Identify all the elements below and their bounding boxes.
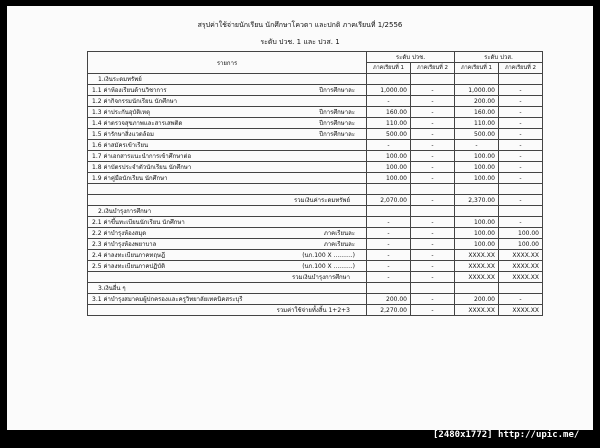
document-subtitle: ระดับ ปวช. 1 และ ปวส. 1: [260, 38, 340, 46]
cell-value: 110.00: [455, 118, 499, 129]
cell-value: [499, 283, 543, 294]
cell-value: 200.00: [367, 294, 411, 305]
cell-value: 100.00: [499, 239, 543, 250]
item-label: 3.1 ค่าบำรุงสมาคมผู้ปกครองและครูวิทยาลัยเทคนิคสระบุรี: [92, 296, 243, 303]
header-group-pvch: ระดับ ปวช.: [367, 52, 455, 63]
cell-value: 100.00: [367, 173, 411, 184]
cell-value: -: [499, 129, 543, 140]
table-row: [88, 261, 543, 272]
item-cell: [88, 261, 367, 272]
cell-value: -: [411, 195, 455, 206]
cell-value: [367, 74, 411, 85]
cell-value: [455, 206, 499, 217]
cell-value: -: [411, 239, 455, 250]
cell-value: 100.00: [367, 151, 411, 162]
cell-value: -: [367, 228, 411, 239]
item-cell: [88, 107, 367, 118]
item-cell: [88, 96, 367, 107]
item-label: 1.9 ค่าคู่มือนักเรียน นักศึกษา: [92, 175, 168, 182]
item-label: 3.เงินอื่น ๆ: [98, 285, 126, 292]
item-note: ภาคเรียนละ: [323, 230, 355, 237]
cell-value: -: [499, 173, 543, 184]
table-row: [88, 173, 543, 184]
sum-row-section-2: [88, 272, 543, 283]
header-term: ภาคเรียนที่ 2: [411, 63, 455, 74]
table-row: [88, 206, 543, 217]
cell-value: 1,000.00: [455, 85, 499, 96]
cell-value: [367, 206, 411, 217]
item-label: 1.3 ค่าประกันอุบัติเหตุ: [92, 109, 151, 116]
document-title: สรุปค่าใช้จ่ายนักเรียน นักศึกษาโควตา และปกติ ภาคเรียนที่ 1/2556: [197, 21, 403, 29]
item-note: (นก.100 X ..........): [302, 252, 355, 259]
table-row: [88, 228, 543, 239]
cell-value: XXXX.XX: [499, 250, 543, 261]
header-item: รายการ: [88, 52, 367, 74]
cell-value: -: [411, 140, 455, 151]
item-cell: [88, 250, 367, 261]
sum-label: รวมเงินค่าระดมทรัพย์: [88, 195, 367, 206]
item-cell: [88, 217, 367, 228]
table-row: [88, 107, 543, 118]
sum-row-section-1: [88, 195, 543, 206]
cell-value: -: [411, 173, 455, 184]
cell-value: [455, 283, 499, 294]
table-row: [88, 129, 543, 140]
cell-value: [411, 283, 455, 294]
item-cell: [88, 239, 367, 250]
cell-value: 500.00: [455, 129, 499, 140]
cell-value: 100.00: [455, 173, 499, 184]
item-cell: [88, 118, 367, 129]
cell-value: -: [411, 261, 455, 272]
item-label: 1.4 ค่าตรวจสุขภาพและสารเสพติด: [92, 120, 183, 127]
cell-value: -: [499, 217, 543, 228]
cell-value: 100.00: [455, 151, 499, 162]
cell-value: XXXX.XX: [455, 272, 499, 283]
cell-value: 500.00: [367, 129, 411, 140]
item-cell: [88, 151, 367, 162]
header-term: ภาคเรียนที่ 1: [367, 63, 411, 74]
table-row: [88, 162, 543, 173]
document-page: [7, 6, 593, 430]
cell-value: 110.00: [367, 118, 411, 129]
cell-value: -: [367, 272, 411, 283]
cell-value: -: [367, 239, 411, 250]
item-note: ปีการศึกษาละ: [319, 87, 355, 94]
section-heading: [88, 74, 367, 85]
item-label: 1.7 ค่าเอกสารแนะนำการเข้าศึกษาต่อ: [92, 153, 192, 160]
table-row: [88, 140, 543, 151]
cell-value: 100.00: [367, 162, 411, 173]
table-row: [88, 151, 543, 162]
item-note: ภาคเรียนละ: [323, 241, 355, 248]
item-label: 1.5 ค่ารักษาสิ่งแวดล้อม: [92, 131, 154, 138]
cell-value: 100.00: [499, 228, 543, 239]
item-note: ปีการศึกษาละ: [319, 131, 355, 138]
item-cell: [88, 140, 367, 151]
cell-value: -: [367, 140, 411, 151]
cell-value: XXXX.XX: [455, 250, 499, 261]
cell-value: 100.00: [455, 239, 499, 250]
cell-value: -: [499, 162, 543, 173]
cell-value: 100.00: [455, 228, 499, 239]
cell-value: XXXX.XX: [455, 305, 499, 316]
cell-value: -: [367, 96, 411, 107]
item-note: (นก.100 X ..........): [302, 263, 355, 270]
cell-value: 200.00: [455, 294, 499, 305]
header-term: ภาคเรียนที่ 1: [455, 63, 499, 74]
item-label: 2.เงินบำรุงการศึกษา: [98, 208, 152, 215]
cell-value: 200.00: [455, 96, 499, 107]
cell-value: [411, 74, 455, 85]
total-row: [88, 305, 543, 316]
table-row: [88, 85, 543, 96]
cell-value: XXXX.XX: [499, 305, 543, 316]
spacer-row: [88, 184, 543, 195]
cell-value: XXXX.XX: [499, 261, 543, 272]
header-term: ภาคเรียนที่ 2: [499, 63, 543, 74]
cell-value: -: [411, 250, 455, 261]
table-row: [88, 250, 543, 261]
table-row: [88, 217, 543, 228]
item-label: 2.3 ค่าบำรุงห้องพยาบาล: [92, 241, 157, 248]
item-label: 2.2 ค่าบำรุงห้องสมุด: [92, 230, 147, 237]
table-row: [88, 283, 543, 294]
item-note: ปีการศึกษาละ: [319, 109, 355, 116]
cell-value: -: [499, 85, 543, 96]
cell-value: [411, 206, 455, 217]
cell-value: -: [411, 272, 455, 283]
cell-value: -: [499, 107, 543, 118]
cell-value: -: [411, 107, 455, 118]
cell-value: 2,070.00: [367, 195, 411, 206]
item-label: 1.1 ค่าห้องเรียนด้านวิชาการ: [92, 87, 167, 94]
item-cell: [88, 162, 367, 173]
item-cell: [88, 129, 367, 140]
header-row: [88, 52, 543, 63]
total-label: รวมค่าใช้จ่ายทั้งสิ้น 1+2+3: [88, 305, 367, 316]
cell-value: -: [411, 217, 455, 228]
item-label: 1.6 ค่าสมัครเข้าเรียน: [92, 142, 149, 149]
table-row: [88, 74, 543, 85]
cell-value: -: [499, 140, 543, 151]
table-row: [88, 239, 543, 250]
cell-value: -: [411, 96, 455, 107]
cell-value: -: [499, 195, 543, 206]
image-watermark: [2480x1772] http://upic.me/: [433, 430, 580, 440]
table-row: [88, 96, 543, 107]
cell-value: -: [367, 261, 411, 272]
cell-value: -: [499, 118, 543, 129]
cell-value: -: [411, 118, 455, 129]
cell-value: -: [499, 294, 543, 305]
cell-value: [455, 74, 499, 85]
expense-table: [87, 51, 543, 316]
cell-value: -: [411, 129, 455, 140]
cell-value: 160.00: [455, 107, 499, 118]
cell-value: -: [411, 294, 455, 305]
cell-value: -: [367, 250, 411, 261]
cell-value: 2,270.00: [367, 305, 411, 316]
cell-value: -: [499, 96, 543, 107]
table-row: [88, 294, 543, 305]
item-label: 2.5 ค่าลงทะเบียนภาคปฏิบัติ: [92, 263, 165, 270]
header-group-pvs: ระดับ ปวส.: [455, 52, 543, 63]
cell-value: 100.00: [455, 217, 499, 228]
cell-value: -: [455, 140, 499, 151]
item-note: ปีการศึกษาละ: [319, 120, 355, 127]
cell-value: -: [411, 305, 455, 316]
item-cell: [88, 228, 367, 239]
table-row: [88, 118, 543, 129]
item-label: 1.8 ค่าบัตรประจำตัวนักเรียน นักศึกษา: [92, 164, 192, 171]
cell-value: -: [411, 85, 455, 96]
cell-value: XXXX.XX: [499, 272, 543, 283]
item-cell: [88, 173, 367, 184]
cell-value: -: [367, 217, 411, 228]
cell-value: 2,370.00: [455, 195, 499, 206]
item-label: 1.เงินระดมทรัพย์: [98, 76, 142, 83]
item-label: 2.4 ค่าลงทะเบียนภาคทฤษฎี: [92, 252, 166, 259]
item-label: 1.2 ค่ากิจกรรมนักเรียน นักศึกษา: [92, 98, 178, 105]
cell-value: 160.00: [367, 107, 411, 118]
cell-value: [499, 206, 543, 217]
cell-value: [367, 283, 411, 294]
item-label: 2.1 ค่าขึ้นทะเบียนนักเรียน นักศึกษา: [92, 219, 185, 226]
cell-value: -: [499, 151, 543, 162]
item-cell: [88, 294, 367, 305]
item-cell: [88, 85, 367, 96]
cell-value: -: [411, 151, 455, 162]
section-heading: [88, 206, 367, 217]
cell-value: 100.00: [455, 162, 499, 173]
cell-value: -: [411, 162, 455, 173]
cell-value: [499, 74, 543, 85]
cell-value: 1,000.00: [367, 85, 411, 96]
sum-label: รวมเงินบำรุงการศึกษา: [88, 272, 367, 283]
cell-value: XXXX.XX: [455, 261, 499, 272]
section-heading: [88, 283, 367, 294]
cell-value: -: [411, 228, 455, 239]
